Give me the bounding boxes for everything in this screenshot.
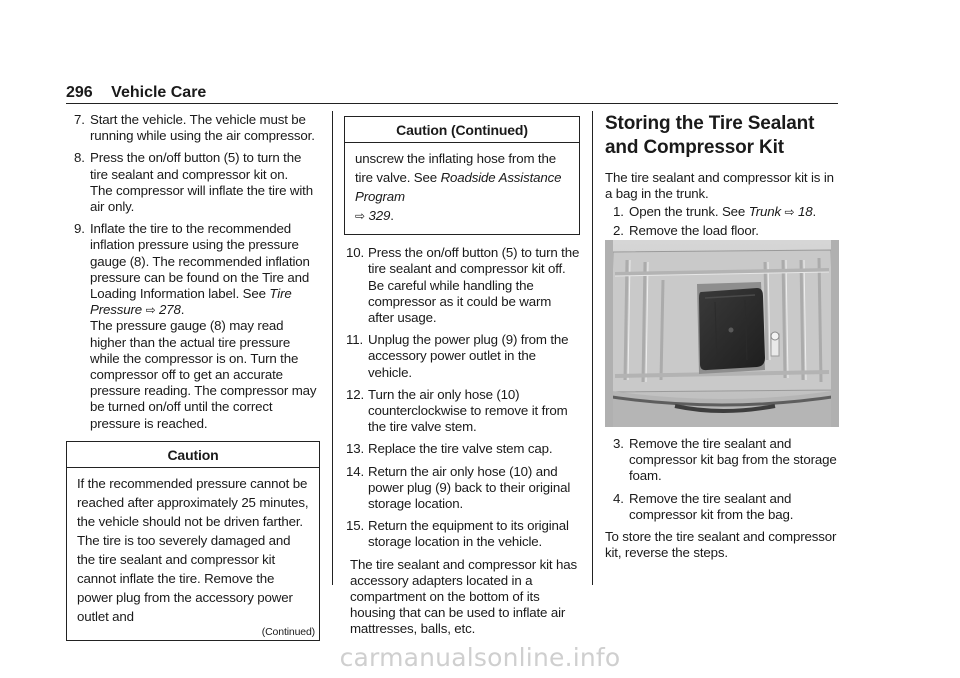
step-text: Turn the air only hose (10) counterclockwise to remove it from the tire valve stem. bbox=[368, 386, 568, 435]
step-number: 7. bbox=[74, 112, 85, 127]
step-8 bbox=[66, 150, 320, 215]
right-column-lower bbox=[605, 436, 839, 561]
caution-continued-box bbox=[344, 116, 580, 235]
step-text: Start the vehicle. The vehicle must be running while using the air compressor. bbox=[90, 112, 315, 144]
step-text-body: Open the trunk. See bbox=[629, 204, 749, 220]
step-number: 3. bbox=[613, 436, 624, 451]
step-text: Unplug the power plug (9) from the accessory power outlet in the vehicle. bbox=[368, 332, 569, 380]
step-text-body: Inflate the tire to the recommended inflation pressure using the pressure gauge (8). The recommended inflation pressure can be found on the Tire and Loading Information label. See bbox=[90, 221, 310, 302]
page-reference[interactable]: 278 bbox=[159, 302, 181, 318]
step-text: Remove the tire sealant and compressor kit from the bag. bbox=[629, 490, 794, 522]
step-11 bbox=[344, 332, 580, 381]
adapters-paragraph: The tire sealant and compressor kit has accessory adapters located in a compartment on the bottom of its housing that can be used to inflate air mattresses, balls, etc. bbox=[350, 556, 577, 637]
step-number: 14. bbox=[346, 463, 365, 479]
page-header bbox=[66, 84, 206, 102]
step-9 bbox=[66, 221, 320, 432]
step-number: 2. bbox=[613, 222, 624, 238]
step-number: 10. bbox=[346, 245, 365, 261]
column-divider-right bbox=[592, 111, 593, 585]
middle-column bbox=[344, 116, 580, 638]
page-reference-arrow-icon: ⇨ bbox=[145, 303, 156, 318]
page-number: 296 bbox=[66, 84, 93, 101]
intro-paragraph: The tire sealant and compressor kit is in a bag in the trunk. bbox=[605, 170, 834, 202]
caution-title: Caution bbox=[67, 442, 319, 468]
section-heading: Storing the Tire Sealant and Compressor Kit bbox=[605, 113, 815, 158]
step-15 bbox=[344, 518, 580, 550]
step-note: The compressor will inflate the tire with air only. bbox=[90, 182, 313, 215]
step-number: 11. bbox=[346, 332, 364, 348]
step-text: Inflate the tire to the recommended inflation pressure using the pressure gauge (8). The recommended inflation pressure can be found on the Tire and Loading Information label. See Tire Pressure ⇨ 278. bbox=[90, 221, 310, 318]
watermark: carmanualsonline.info bbox=[339, 643, 621, 672]
caution-box bbox=[66, 441, 320, 641]
step-text: Remove the tire sealant and compressor kit bag from the storage foam. bbox=[629, 436, 837, 484]
cross-reference-link[interactable]: Roadside Assistance Program bbox=[355, 170, 562, 205]
caution-text: If the recommended pressure cannot be reached after approximately 25 minutes, the vehicle should not be driven farther. The tire is too severely damaged and the tire sealant and compressor kit cannot inflate the tire. Remove the power plug from the accessory power outlet and bbox=[77, 476, 309, 625]
steps-list bbox=[344, 245, 580, 550]
closing-paragraph: To store the tire sealant and compressor kit, reverse the steps. bbox=[605, 529, 837, 561]
step-10 bbox=[344, 245, 580, 326]
cross-reference-link[interactable]: Trunk bbox=[748, 204, 781, 220]
trunk-storage-photo bbox=[605, 240, 839, 427]
cross-reference-link[interactable]: Tire Pressure bbox=[90, 286, 292, 318]
header-rule bbox=[66, 103, 838, 104]
step-number: 15. bbox=[346, 518, 365, 534]
step-text: Press the on/off button (5) to turn the tire sealant and compressor kit off. bbox=[368, 245, 580, 277]
step-note: The pressure gauge (8) may read higher than the actual tire pressure while the compressor is on. Turn the compressor off to get an accurate pressure reading. The compressor may be turned on/off until the correct pressure is reached. bbox=[90, 318, 317, 431]
step-number: 4. bbox=[613, 490, 624, 506]
left-column bbox=[66, 112, 320, 641]
step-text: Press the on/off button (5) to turn the tire sealant and compressor kit on. bbox=[90, 150, 302, 182]
continued-label: (Continued) bbox=[261, 626, 315, 639]
step-text: Open the trunk. See Trunk ⇨ 18. bbox=[629, 204, 817, 220]
caution-text-body: unscrew the inflating hose from the tire valve. See bbox=[355, 151, 556, 186]
step-12 bbox=[344, 387, 580, 436]
step-number: 13. bbox=[346, 441, 365, 457]
step-number: 9. bbox=[74, 221, 85, 237]
step-number: 12. bbox=[346, 386, 365, 402]
step-text: Return the air only hose (10) and power plug (9) back to their original storage location. bbox=[368, 463, 571, 512]
step-note: Be careful while handling the compressor as it could be warm after usage. bbox=[368, 277, 552, 326]
step-3 bbox=[605, 436, 839, 485]
page-reference[interactable]: 18 bbox=[797, 204, 813, 220]
caution-title: Caution (Continued) bbox=[345, 117, 579, 143]
step-7 bbox=[66, 112, 320, 144]
step-4 bbox=[605, 491, 839, 523]
right-column bbox=[605, 112, 839, 245]
step-2 bbox=[605, 223, 839, 239]
page-reference-arrow-icon: ⇨ bbox=[784, 205, 795, 220]
caution-text: unscrew the inflating hose from the tire valve. See Roadside Assistance Program ⇨ 329. bbox=[355, 151, 562, 224]
step-text: Replace the tire valve stem cap. bbox=[368, 441, 553, 457]
step-text: Remove the load floor. bbox=[629, 222, 759, 238]
step-14 bbox=[344, 464, 580, 513]
step-13 bbox=[344, 441, 580, 457]
page-reference[interactable]: 329 bbox=[368, 208, 391, 224]
step-number: 8. bbox=[74, 150, 85, 166]
step-text: Return the equipment to its original storage location in the vehicle. bbox=[368, 518, 569, 550]
column-divider-left bbox=[332, 111, 333, 585]
step-number: 1. bbox=[613, 204, 624, 220]
step-1 bbox=[605, 204, 839, 220]
page-reference-arrow-icon: ⇨ bbox=[355, 209, 365, 224]
section-title: Vehicle Care bbox=[111, 84, 207, 101]
